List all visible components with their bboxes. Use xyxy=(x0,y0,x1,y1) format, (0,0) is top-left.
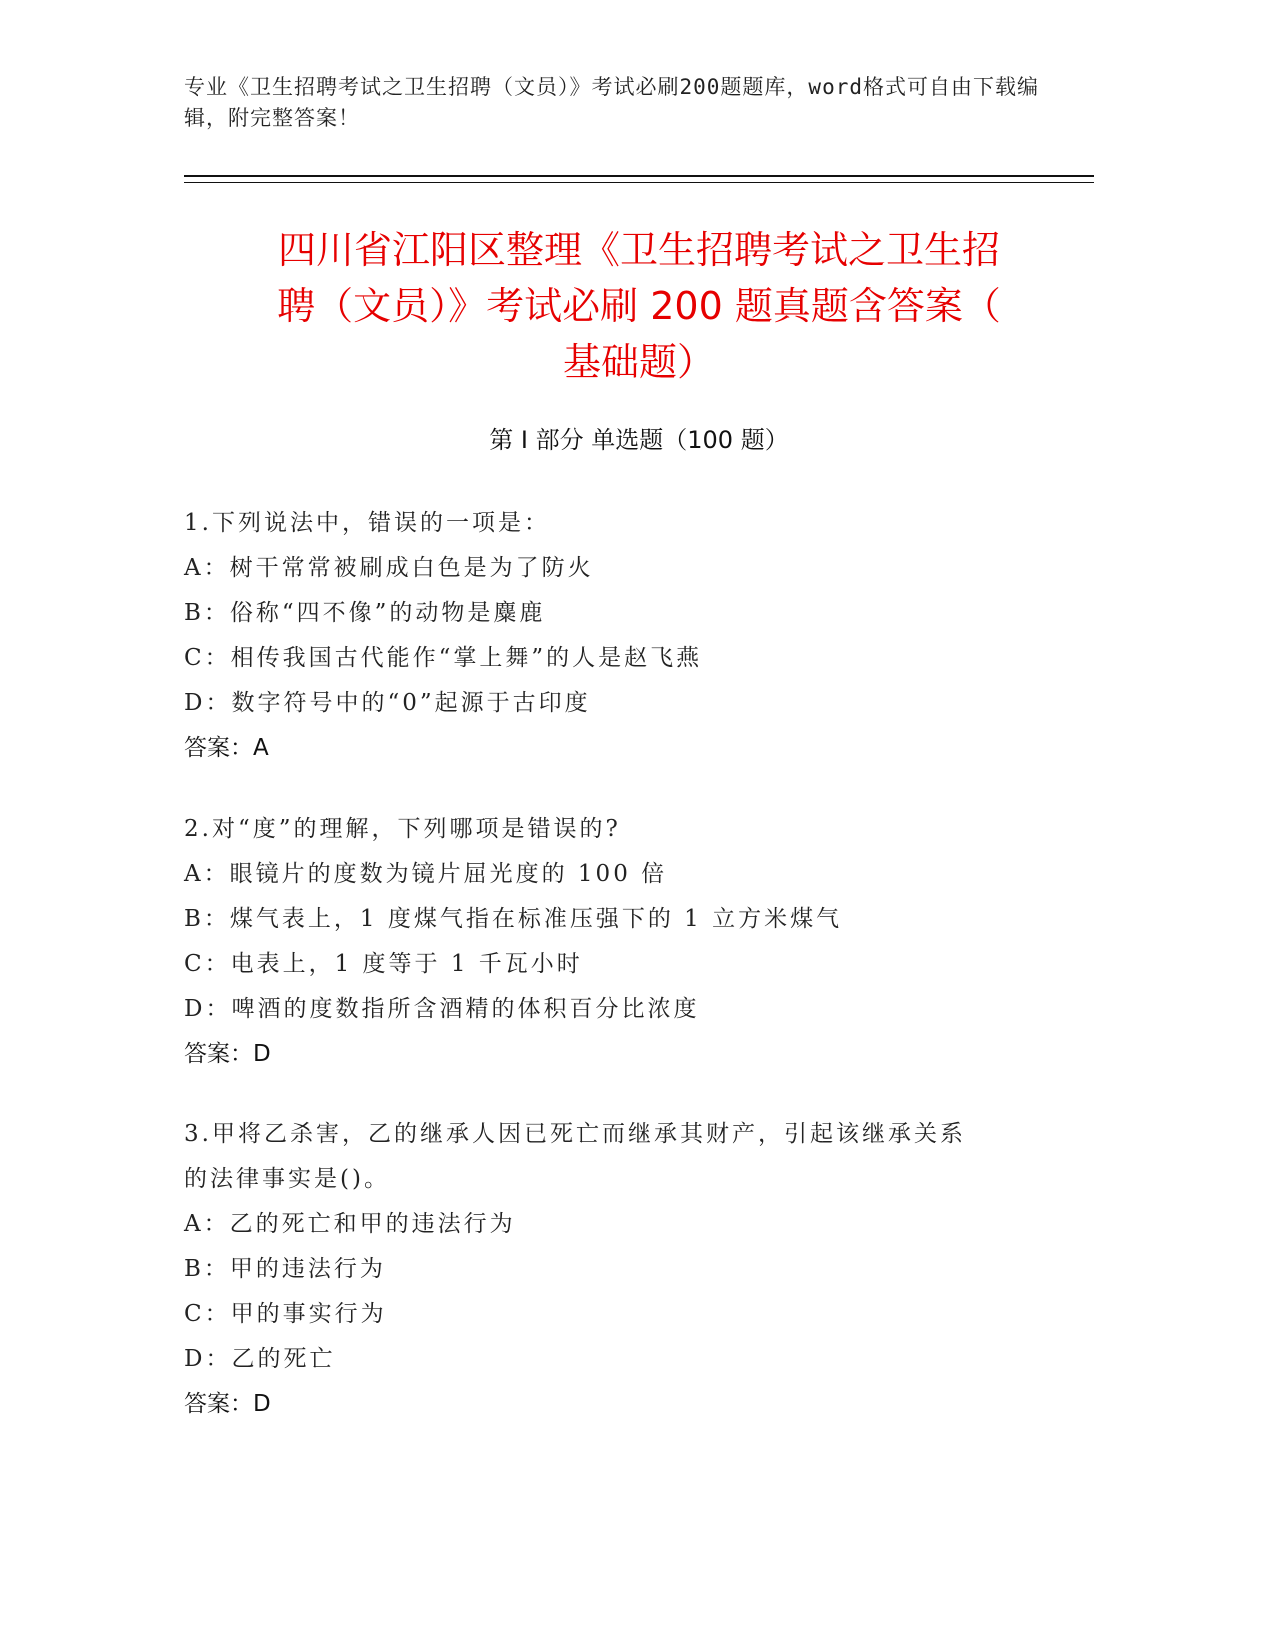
option-c: C：甲的事实行为 xyxy=(184,1301,387,1327)
title-line-2: 聘（文员）》考试必刷 200 题真题含答案（ xyxy=(277,284,1001,328)
document-title xyxy=(184,222,1094,390)
header-rule-thin xyxy=(184,182,1094,183)
option-a: A：树干常常被刷成白色是为了防火 xyxy=(184,555,594,581)
question-stem: 1.下列说法中，错误的一项是： xyxy=(184,510,550,536)
question-3 xyxy=(184,1112,1064,1427)
answer: 答案：D xyxy=(184,1041,271,1067)
answer: 答案：A xyxy=(184,735,269,761)
option-b: B：甲的违法行为 xyxy=(184,1256,386,1282)
option-b: B：俗称“四不像”的动物是麋鹿 xyxy=(184,600,546,626)
title-line-1: 四川省江阳区整理《卫生招聘考试之卫生招 xyxy=(277,228,1000,272)
option-c: C：相传我国古代能作“掌上舞”的人是赵飞燕 xyxy=(184,645,703,671)
document-intro: 专业《卫生招聘考试之卫生招聘（文员）》考试必刷200题题库，word格式可自由下载编辑，附完整答案！ xyxy=(184,75,1039,130)
option-a: A：眼镜片的度数为镜片屈光度的 100 倍 xyxy=(184,861,668,887)
option-b: B：煤气表上，1 度煤气指在标准压强下的 1 立方米煤气 xyxy=(184,906,843,932)
question-1 xyxy=(184,501,1064,771)
question-stem: 2.对“度”的理解，下列哪项是错误的? xyxy=(184,816,621,842)
answer: 答案：D xyxy=(184,1391,271,1417)
option-c: C：电表上，1 度等于 1 千瓦小时 xyxy=(184,951,583,977)
question-stem-line-2: 的法律事实是()。 xyxy=(184,1166,390,1192)
title-line-3: 基础题） xyxy=(562,340,715,384)
header-rule-thick xyxy=(184,175,1094,177)
option-d: D：数字符号中的“0”起源于古印度 xyxy=(184,690,591,716)
section-heading: 第 I 部分 单选题（100 题） xyxy=(489,426,789,454)
option-d: D：乙的死亡 xyxy=(184,1346,336,1372)
option-d: D：啤酒的度数指所含酒精的体积百分比浓度 xyxy=(184,996,700,1022)
option-a: A：乙的死亡和甲的违法行为 xyxy=(184,1211,516,1237)
question-2 xyxy=(184,807,1064,1077)
question-stem-line-1: 3.甲将乙杀害，乙的继承人因已死亡而继承其财产，引起该继承关系 xyxy=(184,1121,966,1147)
